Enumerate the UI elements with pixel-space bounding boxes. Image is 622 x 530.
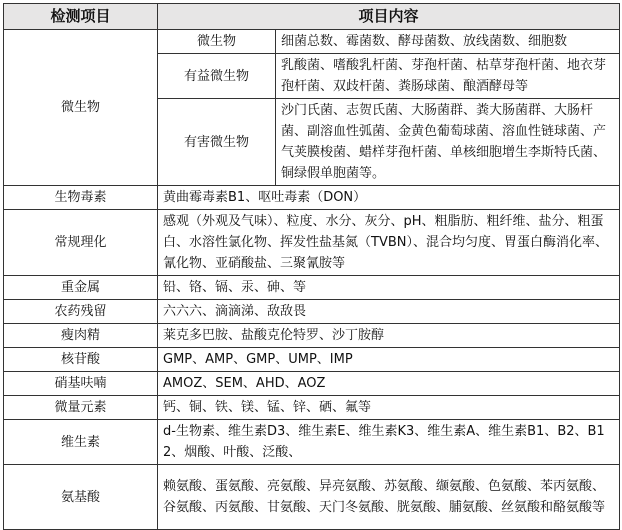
category-cell: 氨基酸	[4, 465, 158, 530]
category-cell: 硝基呋喃	[4, 372, 158, 396]
table-row	[4, 372, 620, 396]
header-item-content: 项目内容	[158, 4, 620, 30]
table-row	[4, 300, 620, 324]
content-cell: 赖氨酸、蛋氨酸、亮氨酸、异亮氨酸、苏氨酸、缬氨酸、色氨酸、苯丙氨酸、谷氨酸、丙氨酸、甘氨酸、天门冬氨酸、胱氨酸、脯氨酸、丝氨酸和酪氨酸等	[158, 465, 620, 530]
content-cell: 钙、铜、铁、镁、锰、锌、硒、氟等	[158, 396, 620, 420]
table-row	[4, 276, 620, 300]
table-row	[4, 30, 620, 54]
table-row	[4, 348, 620, 372]
content-cell: 感观（外观及气味）、粒度、水分、灰分、pH、粗脂肪、粗纤维、盐分、粗蛋白、水溶性氯化物、挥发性盐基氮（TVBN）、混合均匀度、胃蛋白酶消化率、氰化物、亚硝酸盐、三聚氰胺等	[158, 210, 620, 276]
category-cell: 农药残留	[4, 300, 158, 324]
content-cell: 细菌总数、霉菌数、酵母菌数、放线菌数、细胞数	[276, 30, 620, 54]
subcategory-cell: 微生物	[158, 30, 276, 54]
header-row	[4, 4, 620, 30]
content-cell: 莱克多巴胺、盐酸克伦特罗、沙丁胺醇	[158, 324, 620, 348]
table-row	[4, 210, 620, 276]
content-cell: 沙门氏菌、志贺氏菌、大肠菌群、粪大肠菌群、大肠杆菌、副溶血性弧菌、金黄色葡萄球菌、溶血性链球菌、产气荚膜梭菌、蜡样芽孢杆菌、单核细胞增生李斯特氏菌、铜绿假单胞菌等。	[276, 99, 620, 186]
category-cell: 重金属	[4, 276, 158, 300]
table-row	[4, 465, 620, 530]
content-cell: 乳酸菌、嗜酸乳杆菌、芽孢杆菌、枯草芽孢杆菌、地衣芽孢杆菌、双歧杆菌、粪肠球菌、酿酒酵母等	[276, 54, 620, 99]
content-cell: d-生物素、维生素D3、维生素E、维生素K3、维生素A、维生素B1、B2、B12、烟酸、叶酸、泛酸、	[158, 420, 620, 465]
content-cell: 铅、铬、镉、汞、砷、等	[158, 276, 620, 300]
content-cell: GMP、AMP、GMP、UMP、IMP	[158, 348, 620, 372]
subcategory-cell: 有害微生物	[158, 99, 276, 186]
table-row	[4, 186, 620, 210]
category-cell: 常规理化	[4, 210, 158, 276]
table-row	[4, 420, 620, 465]
content-cell: AMOZ、SEM、AHD、AOZ	[158, 372, 620, 396]
table-row	[4, 324, 620, 348]
category-cell: 微量元素	[4, 396, 158, 420]
category-cell: 微生物	[4, 30, 158, 186]
category-cell: 维生素	[4, 420, 158, 465]
category-cell: 瘦肉精	[4, 324, 158, 348]
table-row	[4, 396, 620, 420]
content-cell: 六六六、滴滴涕、敌敌畏	[158, 300, 620, 324]
category-cell: 核苷酸	[4, 348, 158, 372]
subcategory-cell: 有益微生物	[158, 54, 276, 99]
test-items-table	[3, 3, 620, 530]
category-cell: 生物毒素	[4, 186, 158, 210]
header-test-item: 检测项目	[4, 4, 158, 30]
content-cell: 黄曲霉毒素B1、呕吐毒素（DON）	[158, 186, 620, 210]
